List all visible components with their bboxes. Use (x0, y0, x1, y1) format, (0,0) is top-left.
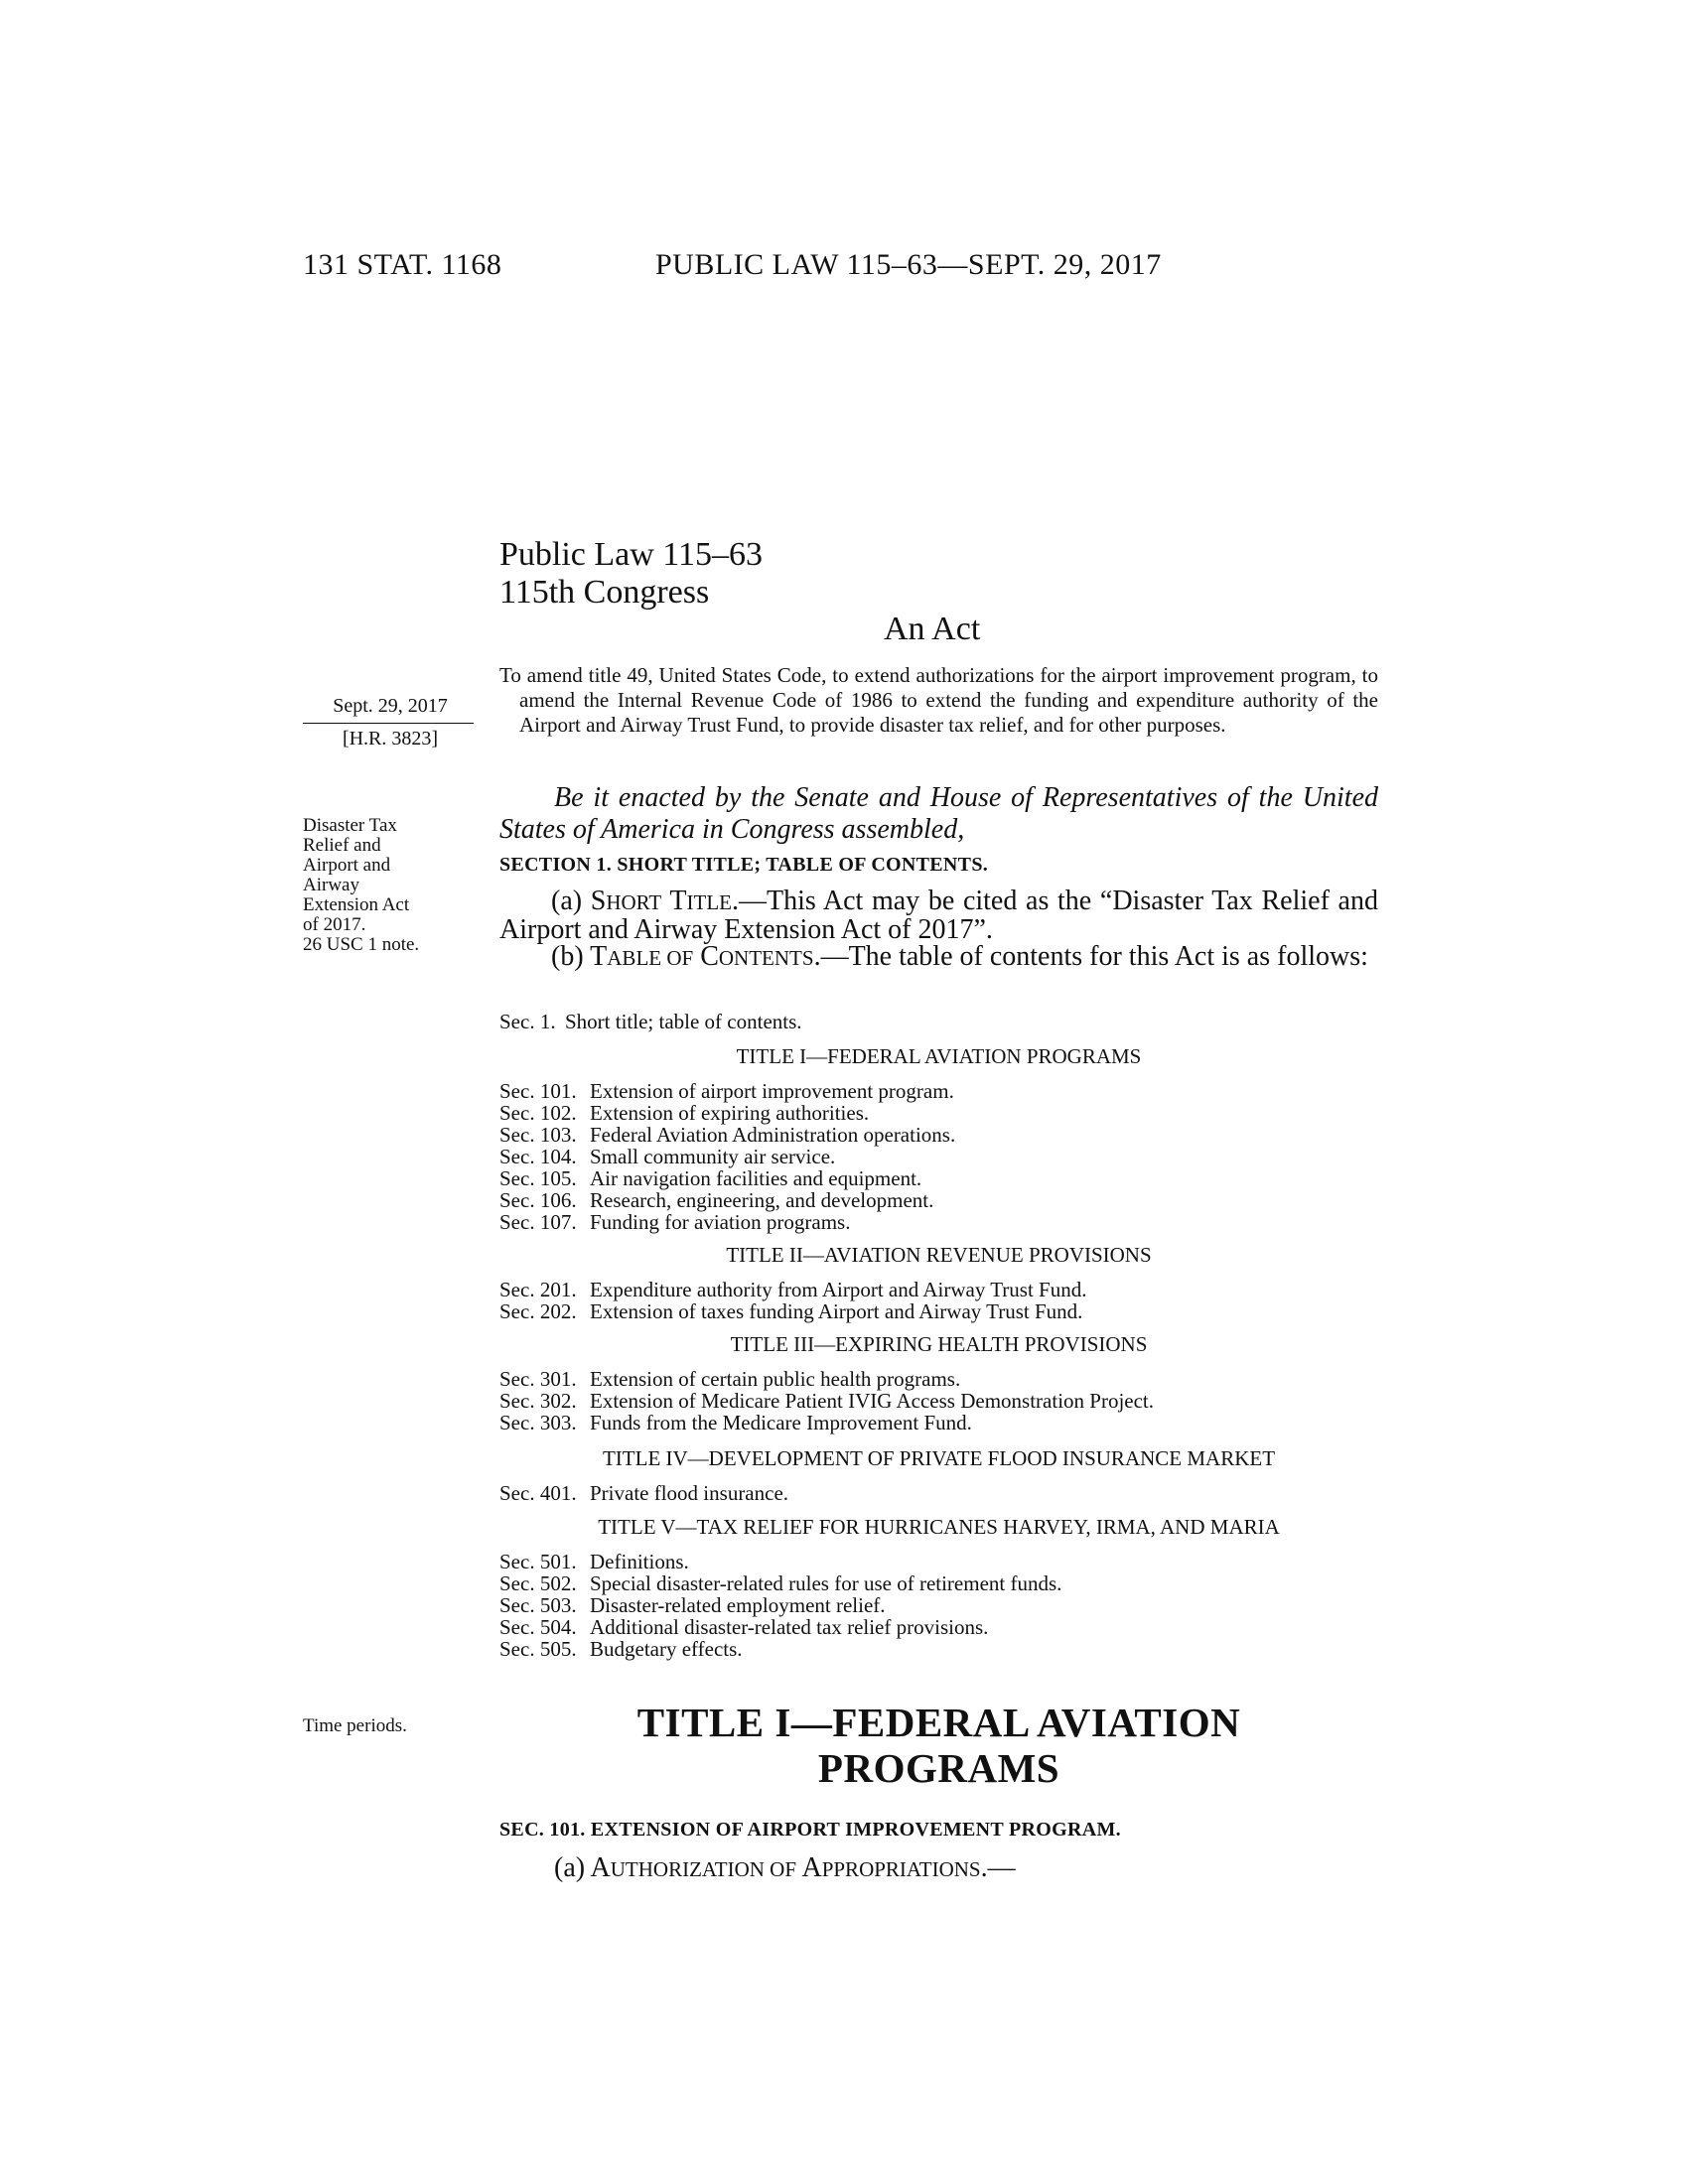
caption-cap: S (590, 886, 607, 916)
title-heading-line: TITLE I—FEDERAL AVIATION (636, 1700, 1241, 1745)
toc-title-heading: TITLE I—FEDERAL AVIATION PROGRAMS (736, 1044, 1142, 1068)
toc-section-number: Sec. 101. (499, 1079, 577, 1103)
margin-note-line: Disaster Tax (303, 815, 397, 836)
toc-section-number: Sec. 103. (499, 1123, 577, 1147)
toc-section-number: Sec. 303. (499, 1411, 577, 1434)
subsection-label: (a) (551, 886, 591, 916)
toc-title-heading: TITLE V—TAX RELIEF FOR HURRICANES HARVEY, IRMA, AND MARIA (598, 1515, 1280, 1539)
toc-entry (499, 1167, 921, 1189)
toc-section-title: Additional disaster-related tax relief provisions. (590, 1615, 989, 1639)
caption-small-caps: HORT (606, 890, 662, 914)
margin-approval-date: Sept. 29, 2017 (333, 695, 448, 717)
caption-dash: .— (980, 1852, 1016, 1883)
authorization-of-appropriations-caption (554, 1852, 1016, 1884)
toc-title-heading: TITLE III—EXPIRING HEALTH PROVISIONS (730, 1332, 1148, 1356)
toc-section-number: Sec. 502. (499, 1571, 577, 1595)
toc-section-title: Extension of taxes funding Airport and Airway Trust Fund. (590, 1299, 1083, 1323)
margin-note-line: 26 USC 1 note. (303, 934, 420, 955)
running-head-law-date: PUBLIC LAW 115–63—SEPT. 29, 2017 (655, 248, 1162, 281)
toc-entry (499, 1551, 689, 1572)
toc-section-number: Sec. 202. (499, 1299, 577, 1323)
act-heading: An Act (884, 611, 981, 647)
toc-section-title: Funding for aviation programs. (590, 1210, 851, 1234)
margin-bill-number: [H.R. 3823] (342, 728, 439, 750)
toc-section-number: Sec. 105. (499, 1166, 577, 1190)
toc-section-title: Extension of Medicare Patient IVIG Access Demonstration Project. (590, 1389, 1155, 1413)
toc-section-number: Sec. 503. (499, 1593, 577, 1617)
toc-entry (499, 1412, 972, 1433)
toc-section-number: Sec. 302. (499, 1389, 577, 1413)
toc-section-title: Expenditure authority from Airport and Airway Trust Fund. (590, 1278, 1087, 1301)
caption-small-caps: ITLE (686, 890, 732, 914)
toc-entry (499, 1594, 886, 1616)
toc-entry (499, 1011, 802, 1032)
subsection-label: (a) (554, 1852, 591, 1883)
toc-entry (499, 1211, 850, 1233)
caption-cap: C (693, 941, 719, 972)
toc-section-number: Sec. 401. (499, 1481, 577, 1505)
title-heading-line: PROGRAMS (817, 1745, 1060, 1791)
caption-cap: T (590, 941, 608, 972)
margin-note-line: Relief and (303, 835, 381, 856)
table-of-contents-paragraph (499, 943, 1378, 972)
toc-section-title: Private flood insurance. (590, 1481, 789, 1505)
toc-section-number: Sec. 301. (499, 1367, 577, 1391)
margin-note-line: Airway (303, 875, 359, 895)
toc-entry (499, 1572, 1061, 1594)
toc-section-number: Sec. 505. (499, 1637, 577, 1661)
toc-section-title: Extension of expiring authorities. (590, 1101, 870, 1125)
toc-entry (499, 1638, 743, 1660)
toc-section-title: Federal Aviation Administration operations. (590, 1123, 956, 1147)
toc-section-title: Air navigation facilities and equipment. (590, 1166, 922, 1190)
caption-small-caps: ONTENTS (718, 946, 814, 970)
toc-section-number: Sec. 106. (499, 1188, 577, 1212)
toc-section-title: Disaster-related employment relief. (590, 1593, 886, 1617)
caption-small-caps: PPROPRIATIONS (821, 1857, 981, 1881)
toc-section-title: Extension of airport improvement program. (590, 1079, 954, 1103)
caption-small-caps: UTHORIZATION OF (610, 1857, 797, 1881)
toc-section-title: Special disaster-related rules for use of retirement funds. (590, 1571, 1062, 1595)
toc-entry (499, 1368, 960, 1390)
caption-cap: A (590, 1852, 611, 1883)
toc-section-number: Sec. 102. (499, 1101, 577, 1125)
section-101-heading: SEC. 101. EXTENSION OF AIRPORT IMPROVEMENT PROGRAM. (499, 1819, 1121, 1841)
toc-section-title: Budgetary effects. (590, 1637, 743, 1661)
toc-section-number: Sec. 504. (499, 1615, 577, 1639)
toc-entry (499, 1102, 869, 1124)
margin-note-line: Airport and (303, 855, 391, 876)
toc-section-title: Funds from the Medicare Improvement Fund. (590, 1411, 972, 1434)
toc-section-title: Small community air service. (590, 1145, 836, 1168)
toc-section-number: Sec. 107. (499, 1210, 577, 1234)
toc-entry (499, 1390, 1154, 1412)
toc-entry (499, 1616, 988, 1638)
margin-short-title-note (303, 816, 467, 955)
title-i-heading (499, 1700, 1378, 1791)
toc-section-title: Extension of certain public health programs. (590, 1367, 961, 1391)
toc-entry (499, 1080, 954, 1102)
stat-page-reference: 131 STAT. 1168 (303, 248, 502, 281)
toc-section-number: Sec. 201. (499, 1278, 577, 1301)
caption-cap: A (796, 1852, 822, 1883)
margin-note-line: Extension Act (303, 894, 410, 915)
margin-divider (303, 723, 474, 724)
enacting-clause: Be it enacted by the Senate and House of Representatives of the United States of America in Congress assembled, (499, 782, 1378, 845)
toc-title-heading: TITLE IV—DEVELOPMENT OF PRIVATE FLOOD INSURANCE MARKET (602, 1446, 1276, 1470)
margin-note-line: of 2017. (303, 914, 366, 935)
caption-small-caps: ABLE OF (607, 946, 694, 970)
purpose-paragraph: To amend title 49, United States Code, to extend authorizations for the airport improvement program, to amend the Internal Revenue Code of 1986 to extend the funding and expenditure authority of the Airport and Airway Trust Fund, to provide disaster tax relief, and for other purposes. (499, 663, 1378, 737)
paragraph-text: .—This Act may be cited as the “Disaster Tax Relief and Airport and Airway Extension Act of 2017”. (499, 886, 1378, 945)
caption-cap: T (661, 886, 687, 916)
toc-section-number: Sec. 501. (499, 1550, 577, 1573)
toc-section-title: Definitions. (590, 1550, 689, 1573)
section-1-heading: SECTION 1. SHORT TITLE; TABLE OF CONTENTS. (499, 854, 989, 876)
toc-section-title: Short title; table of contents. (565, 1010, 802, 1033)
short-title-paragraph (499, 887, 1378, 944)
congress-label: 115th Congress (499, 574, 710, 611)
toc-entry (499, 1300, 1082, 1322)
toc-entry (499, 1124, 955, 1146)
toc-section-number: Sec. 104. (499, 1145, 577, 1168)
toc-entry (499, 1146, 835, 1167)
subsection-label: (b) (551, 941, 591, 972)
toc-entry (499, 1482, 788, 1504)
toc-section-title: Research, engineering, and development. (590, 1188, 934, 1212)
law-number: Public Law 115–63 (499, 536, 764, 573)
paragraph-text: .—The table of contents for this Act is as follows: (813, 941, 1368, 972)
toc-title-heading: TITLE II—AVIATION REVENUE PROVISIONS (726, 1243, 1152, 1267)
toc-section-number: Sec. 1. (499, 1010, 556, 1033)
toc-entry (499, 1279, 1086, 1300)
toc-entry (499, 1189, 933, 1211)
margin-time-periods-note: Time periods. (303, 1715, 407, 1736)
